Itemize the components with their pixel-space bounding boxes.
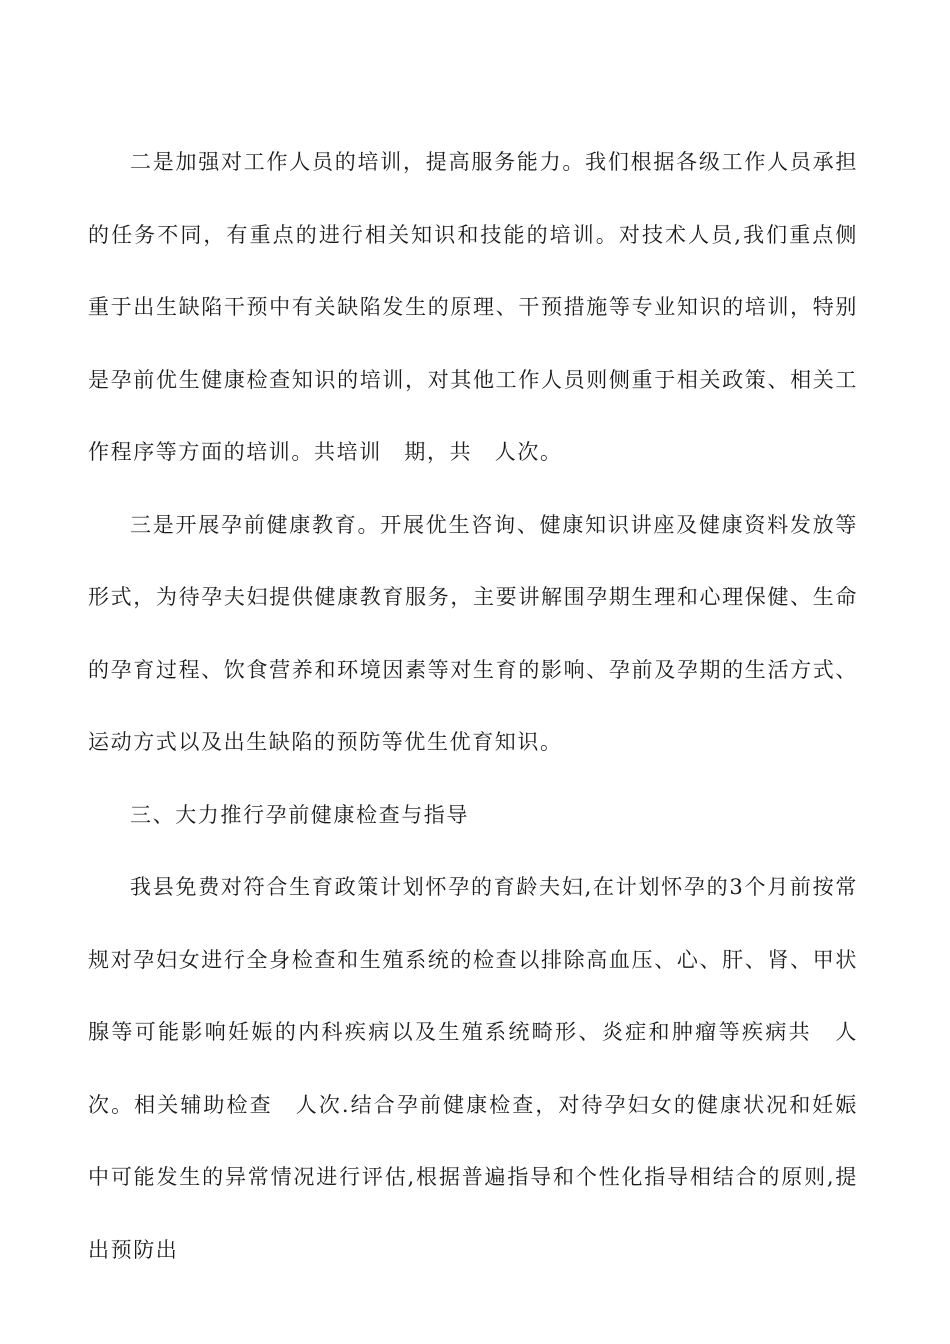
document-body	[88, 126, 858, 1286]
paragraph-staff-training: 二是加强对工作人员的培训，提高服务能力。我们根据各级工作人员承担的任务不同，有重点的进行相关知识和技能的培训。对技术人员,我们重点侧重于出生缺陷干预中有关缺陷发生的原理、干预措施等专业知识的培训，特别是孕前优生健康检查知识的培训，对其他工作人员则侧重于相关政策、相关工作程序等方面的培训。共培训 期，共 人次。	[88, 150, 858, 464]
section-heading-health-check: 三、大力推行孕前健康检查与指导	[130, 802, 469, 827]
paragraph-free-health-check: 我县免费对符合生育政策计划怀孕的育龄夫妇,在计划怀孕的3个月前按常规对孕妇女进行全身检查和生殖系统的检查以排除高血压、心、肝、肾、甲状腺等可能影响妊娠的内科疾病以及生殖系统畸形、炎症和肿瘤等疾病共 人次。相关辅助检查 人次.结合孕前健康检查，对待孕妇女的健康状况和妊娠中可能发生的异常情况进行评估,根据普遍指导和个性化指导相结合的原则,提出预防出	[88, 875, 858, 1262]
paragraph-health-education: 三是开展孕前健康教育。开展优生咨询、健康知识讲座及健康资料发放等形式，为待孕夫妇提供健康教育服务，主要讲解围孕期生理和心理保健、生命的孕育过程、饮食营养和环境因素等对生育的影响、孕前及孕期的生活方式、运动方式以及出生缺陷的预防等优生优育知识。	[88, 512, 858, 754]
